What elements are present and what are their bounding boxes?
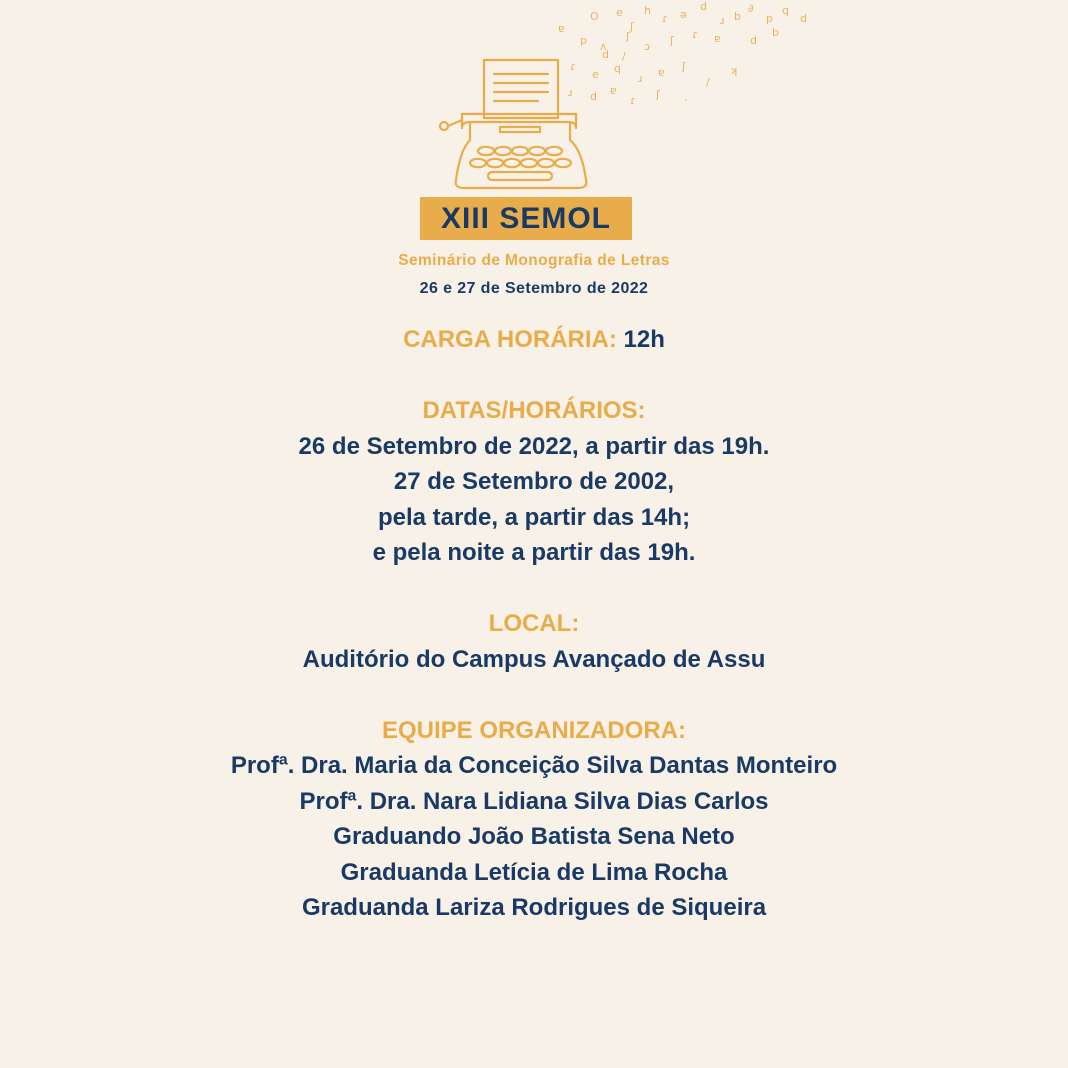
svg-text:ʞ: ʞ	[730, 64, 738, 77]
team-member: Profª. Dra. Maria da Conceição Silva Dantas Monteiro	[230, 752, 838, 779]
svg-text:q: q	[782, 4, 789, 17]
svg-text:ʃ: ʃ	[670, 34, 674, 47]
svg-text:/: /	[622, 50, 626, 63]
svg-text:d: d	[700, 0, 707, 13]
event-title-badge	[420, 197, 632, 240]
svg-text:ɔ: ɔ	[644, 40, 651, 53]
event-subtitle: Seminário de Monografia de Letras	[398, 252, 670, 269]
svg-text:ɾ: ɾ	[662, 12, 668, 25]
svg-text:ɐ: ɐ	[610, 84, 617, 97]
location-value: Auditório do Campus Avançado de Assu	[302, 645, 766, 673]
svg-text:O: O	[590, 10, 599, 23]
svg-text:d: d	[602, 48, 609, 61]
svg-text:ʃ: ʃ	[630, 20, 634, 33]
svg-text:∂: ∂	[748, 2, 754, 15]
schedule-label: DATAS/HORÁRIOS:	[422, 397, 646, 424]
svg-text:ɐ: ɐ	[558, 22, 565, 35]
svg-text:p: p	[766, 12, 773, 25]
event-dates: 26 e 27 de Setembro de 2022	[419, 280, 649, 297]
svg-text:b: b	[734, 10, 741, 23]
team-member: Graduando João Batista Sena Neto	[333, 823, 735, 850]
svg-text:ɾ: ɾ	[570, 60, 576, 73]
schedule-line: e pela noite a partir das 19h.	[372, 539, 696, 566]
svg-text:ɾ: ɾ	[692, 28, 698, 41]
schedule-line: pela tarde, a partir das 14h;	[377, 503, 691, 531]
svg-text:ʃ: ʃ	[626, 30, 630, 43]
svg-text:ʃ: ʃ	[656, 88, 660, 101]
svg-text:e: e	[616, 6, 623, 19]
svg-text:ʌ: ʌ	[600, 40, 607, 53]
typewriter-icon	[430, 0, 830, 200]
svg-text:d: d	[750, 34, 757, 47]
event-details	[0, 322, 1068, 926]
svg-text:ɹ: ɹ	[568, 86, 573, 99]
team-member: Graduanda Letícia de Lima Rocha	[340, 858, 728, 886]
svg-text:d: d	[590, 90, 597, 103]
svg-text:ə: ə	[680, 8, 687, 21]
svg-text:ʃ: ʃ	[682, 60, 686, 73]
svg-text:ɐ: ɐ	[658, 66, 665, 79]
workload-label: CARGA HORÁRIA:	[403, 326, 617, 353]
workload-value: 12h	[623, 326, 665, 353]
team-label: EQUIPE ORGANIZADORA:	[381, 716, 686, 744]
schedule-line: 27 de Setembro de 2002,	[393, 468, 675, 495]
svg-text:ɐ: ɐ	[714, 32, 721, 45]
svg-text:p: p	[580, 34, 587, 47]
svg-text:ɹ: ɹ	[720, 14, 725, 27]
svg-text:·: ·	[684, 94, 688, 107]
workload-line	[0, 322, 1068, 358]
svg-text:q: q	[614, 62, 621, 75]
svg-text:ɹ: ɹ	[638, 72, 643, 85]
event-title: XIII SEMOL	[440, 201, 612, 235]
location-label: LOCAL:	[488, 610, 580, 637]
svg-text:/: /	[706, 76, 710, 89]
team-member: Profª. Dra. Nara Lidiana Silva Dias Carlos	[299, 787, 769, 815]
team-member: Graduanda Lariza Rodrigues de Siqueira	[301, 894, 767, 921]
svg-text:e: e	[592, 68, 599, 81]
svg-text:d: d	[800, 12, 807, 25]
svg-text:h: h	[644, 4, 651, 17]
schedule-line: 26 de Setembro de 2022, a partir das 19h.	[298, 432, 770, 460]
svg-text:ɾ: ɾ	[630, 94, 636, 107]
svg-text:b: b	[772, 26, 779, 39]
